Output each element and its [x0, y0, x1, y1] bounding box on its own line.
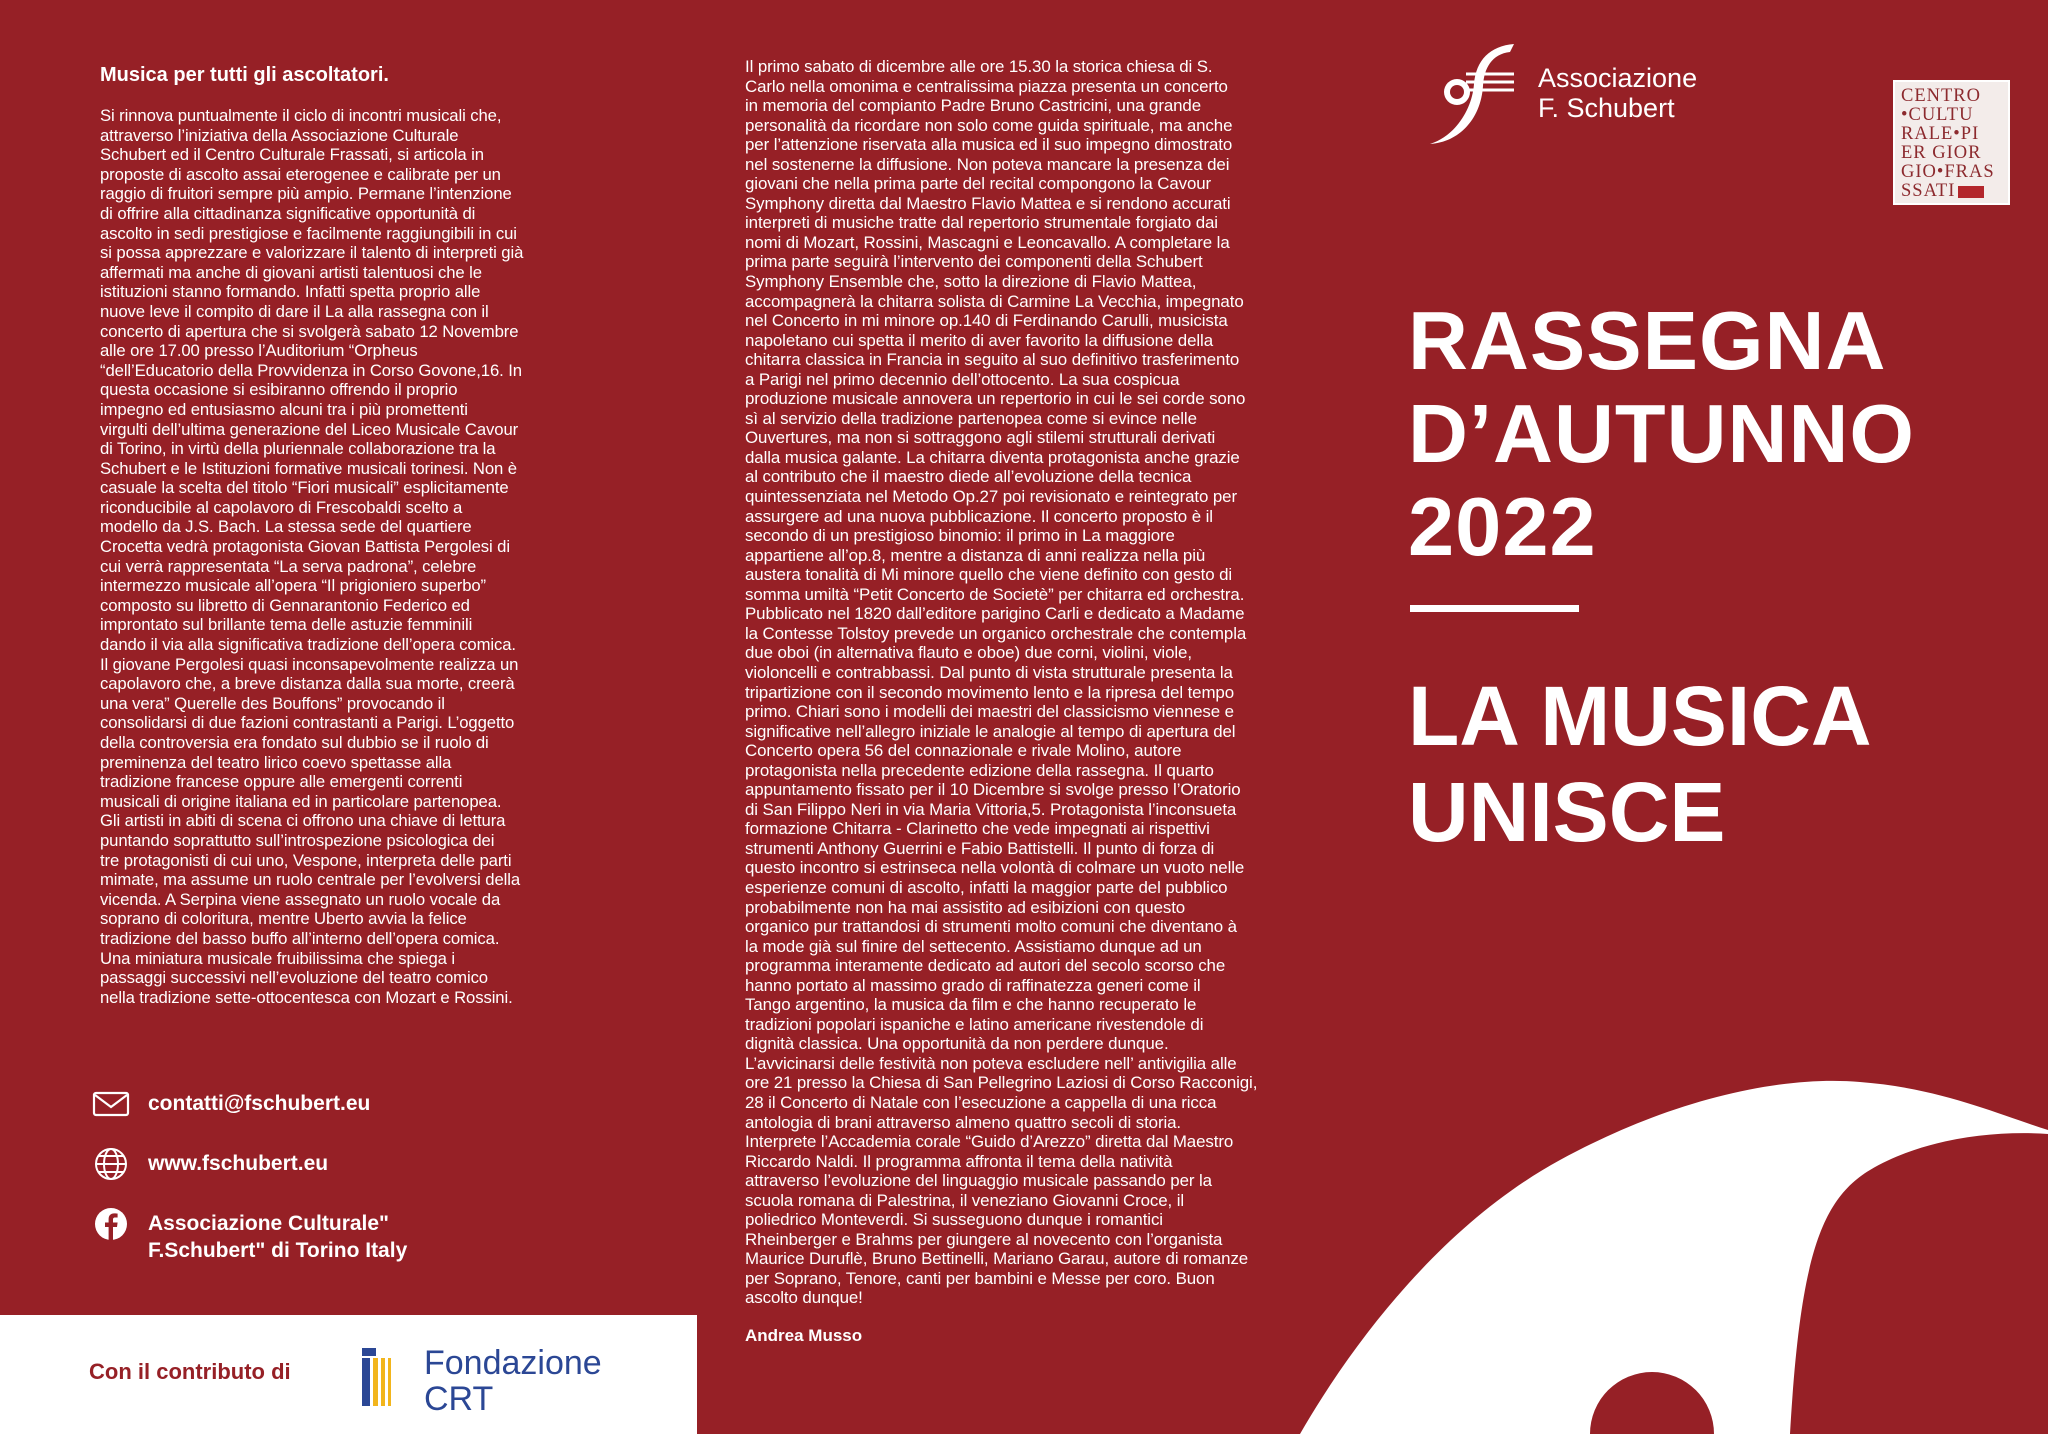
program-text-line: appuntamento fissato per il 10 Dicembre si svolge presso l’Oratorio [745, 780, 1241, 800]
program-text-line: protagonista nella precedente edizione della rassegna. Il quarto [745, 760, 1214, 780]
program-text-line: a Parigi nel primo decennio dell’ottocento. La sua cospicua [745, 369, 1180, 389]
program-text-line: Interprete l’Accademia corale “Guido d’Arezzo” diretta dal Maestro [745, 1132, 1234, 1152]
intro-text-line: mimate, ma assume un ruolo centrale per l’evolversi della [100, 870, 521, 890]
intro-text-line: capolavoro che, a breve distanza dalla sua morte, creerà [100, 674, 515, 694]
intro-text-line: preminenza del teatro lirico coevo spettasse alla [100, 752, 452, 772]
program-text-line: per l’attenzione riservata alla musica ed il suo impegno dimostrato [745, 135, 1233, 155]
program-text-line: in memoria del compianto Padre Bruno Castricini, una grande [745, 96, 1202, 116]
intro-text-line: Crocetta vedrà protagonista Giovan Battista Pergolesi di [100, 537, 510, 557]
intro-text-line: Schubert e le Istituzioni formative musicali torinesi. Non è [100, 458, 517, 478]
intro-text-line: intermezzo musicale all’opera “Il prigioniero superbo” [100, 576, 487, 596]
frassati-seal-icon [1958, 186, 1984, 198]
intro-text-line: concerto di apertura che si svolgerà sabato 12 Novembre [100, 321, 519, 341]
frassati-line-2: •CULTU [1901, 105, 1974, 125]
association-name [1538, 63, 1697, 123]
fondazione-crt-logo-icon [362, 1348, 392, 1406]
program-text-line: Rheinberger e Brahms per giungere al novecento con l’organista [745, 1229, 1223, 1249]
association-name-line-1: Associazione [1538, 63, 1698, 93]
frassati-line-3: RALE•PI [1901, 124, 1980, 144]
intro-text-line: ascolto in sedi prestigiose e facilmente raggiungibili in cui [100, 223, 517, 243]
intro-text-line: raggio di fruitori sempre più ampio. Permane l’intenzione [100, 184, 512, 204]
sponsor-name-line-2: CRT [424, 1380, 494, 1418]
program-text-line: tripartizione con il secondo movimento lento e la ripresa del tempo [745, 682, 1235, 702]
intro-text-line: di offrire alla cittadinanza significative opportunità di [100, 203, 476, 223]
subtitle-line-1: LA MUSICA [1408, 669, 1872, 763]
facebook-line-1: Associazione Culturale" [148, 1212, 390, 1235]
frassati-line-1: CENTRO [1901, 86, 1981, 106]
program-text-line: di San Filippo Neri in via Maria Vittoria,5. Protagonista l’inconsueta [745, 799, 1237, 819]
program-text-line: programma interamente dedicato ad autori del secolo scorso che [745, 956, 1226, 976]
program-text-line: probabilmente non ha mai assistito ad esibizioni con questo [745, 897, 1186, 917]
program-text-line: interpreti di musiche tratte dal repertorio strumentale forgiato dai [745, 213, 1218, 233]
program-text-line: formazione Chitarra - Clarinetto che vede impegnati ai rispettivi [745, 819, 1210, 839]
association-name-line-2: F. Schubert [1538, 93, 1675, 123]
program-text-line: primo. Chiari sono i modelli dei maestri del classicismo viennese e [745, 702, 1234, 722]
program-text-line: quintessenziata nel Metodo Op.27 poi revisionato e reintegrato per [745, 487, 1237, 507]
program-text-line: Riccardo Naldi. Il programma affronta il tema della natività [745, 1151, 1173, 1171]
program-text-line: due oboi (in alternativa flauto e oboe) due corni, violini, viole, [745, 643, 1192, 663]
website-link[interactable]: www.fschubert.eu [148, 1152, 329, 1175]
title-line-3: 2022 [1408, 480, 1597, 573]
intro-text-line: questa occasione si esibiranno offrendo il proprio [100, 380, 458, 400]
intro-text-line: consolidarsi di due fazioni contrastanti a Parigi. L’oggetto [100, 713, 515, 733]
title-line-2: D’AUTUNNO [1408, 387, 1915, 480]
program-text-line: napoletano cui spetta il merito di aver favorito la diffusione della [745, 330, 1213, 350]
program-text-line: significative nell’allegro iniziale le analogie al tempo di apertura del [745, 721, 1236, 741]
program-text-line: violoncelli e contrabbassi. Dal punto di vista strutturale presenta la [745, 662, 1233, 682]
program-text-line: assurgere ad una nuova pubblicazione. Il concerto proposto è il [745, 506, 1213, 526]
program-text-line: esperienze comuni di ascolto, infatti la maggior parte del pubblico [745, 877, 1228, 897]
program-text-line: poliedrico Monteverdi. Si susseguono dunque i romantici [745, 1210, 1163, 1230]
program-text-line: questo incontro si estrinseca nella volontà di colmare un vuoto nelle [745, 858, 1245, 878]
program-text-line: dalla musica galante. La chitarra diventa protagonista anche grazie [745, 447, 1240, 467]
program-text-line: prima parte seguirà l’intervento dei componenti della Schubert [745, 252, 1203, 272]
frassati-logo [1893, 80, 2010, 205]
program-text-line: attraverso l’evoluzione del linguaggio musicale passando per la [745, 1171, 1212, 1191]
program-column [745, 57, 1290, 1346]
contacts-block [92, 1087, 562, 1290]
program-text-line: al contributo che il maestro diede all’evoluzione della tecnica [745, 467, 1192, 487]
intro-text-line: puntando soprattutto sull’introspezione psicologica dei [100, 830, 495, 850]
program-text-line: nel sostenerne la diffusione. Non poteva mancare la presenza dei [745, 154, 1230, 174]
program-text-line: la mode già sul finire del settecento. Assistiamo dunque ad un [745, 936, 1202, 956]
intro-text-line: proposte di ascolto assai eterogenee e calibrate per un [100, 164, 501, 184]
intro-text-line: si possa apprezzare e valorizzare il talento di interpreti già [100, 243, 524, 263]
contact-website[interactable] [92, 1147, 562, 1181]
program-text-line: tradizioni popolari ispaniche e latino americane rivestendole di [745, 1014, 1204, 1034]
program-text-line: Concerto opera 56 del connazionale e rivale Molino, autore [745, 741, 1182, 761]
program-body [745, 57, 1290, 1308]
intro-text-line: Il giovane Pergolesi quasi inconsapevolmente realizza un [100, 654, 519, 674]
intro-text-line: modello da J.S. Bach. La stessa sede del quartiere [100, 517, 472, 537]
intro-text-line: passaggi successivi nell’evoluzione del teatro comico [100, 968, 488, 988]
intro-text-line: nuove leve il compito di dare il La alla rassegna con il [100, 301, 489, 321]
program-text-line: appartiene all’op.8, mentre a distanza di anni realizza nella più [745, 545, 1206, 565]
intro-text-line: della controversia era fondato sul dubbio se il ruolo di [100, 733, 489, 752]
program-text-line: hanno portato al massimo grado di raffinatezza generi come il [745, 975, 1201, 995]
intro-text-line: tre protagonisti di cui uno, Vespone, interpreta delle parti [100, 850, 512, 870]
program-text-line: scuola romana di Palestrina, il veneziano Giovanni Croce, il [745, 1190, 1185, 1210]
intro-text-line: impegno ed entusiasmo alcuni tra i più promettenti [100, 399, 468, 419]
intro-text-line: riconducibile al capolavoro di Frescobaldi scelto a [100, 497, 463, 517]
sponsor-label: Con il contributo di [89, 1359, 291, 1384]
intro-heading: Musica per tutti gli ascoltatori. [100, 64, 389, 86]
subtitle-line-2: UNISCE [1408, 765, 1726, 859]
intro-text-line: nella tradizione sette-ottocentesca con Mozart e Rossini. [100, 987, 513, 1007]
intro-text-line: tradizione del basso buffo all’interno dell’opera comica. [100, 928, 500, 948]
program-text-line: la Contesse Tolstoy prevede un organico orchestrale che contempla [745, 623, 1247, 643]
facebook-line-2: F.Schubert" di Torino Italy [148, 1239, 408, 1262]
fondazione-crt-name [424, 1345, 602, 1417]
intro-text-line: soprano di coloritura, mentre Uberto avvia la felice [100, 909, 467, 929]
globe-icon [92, 1147, 130, 1181]
program-text-line: personalità da ricordare non solo come guida spirituale, ma anche [745, 115, 1233, 135]
intro-text-line: istituzioni stanno formando. Infatti spetta proprio alle [100, 282, 481, 302]
intro-text-line: Si rinnova puntualmente il ciclo di incontri musicali che, [100, 106, 502, 125]
program-text-line: Symphony diretta dal Maestro Flavio Mattea e si rendono accurati [745, 193, 1231, 213]
intro-text-line: Una miniatura musicale fruibilissima che spiega i [100, 948, 455, 968]
program-text-line: chitarra classica in Francia in seguito al suo definitivo trasferimento [745, 350, 1240, 370]
program-text-line: 28 il Concerto di Natale con l’esecuzione a cappella di una ricca [745, 1092, 1217, 1112]
facebook-icon [92, 1207, 130, 1241]
program-text-line: accompagnerà la chitarra solista di Carmine La Vecchia, impegnato [745, 291, 1244, 311]
mail-icon [92, 1087, 130, 1121]
intro-text-line: improntato sul brillante tema delle astuzie femminili [100, 615, 473, 635]
sponsor-name-line-1: Fondazione [424, 1344, 602, 1382]
title-line-1: RASSEGNA [1408, 294, 1887, 387]
program-text-line: ascolto dunque! [745, 1288, 863, 1308]
intro-text-line: Schubert ed il Centro Culturale Frassati, si articola in [100, 145, 484, 165]
intro-body [100, 106, 555, 1007]
program-text-line: per Soprano, Tenore, canti per bambini e Messe per coro. Buon [745, 1268, 1215, 1288]
frassati-line-6-text: SSATI [1901, 181, 1956, 201]
intro-text-line: virgulti dell’ultima generazione del Liceo Musicale Cavour [100, 419, 519, 439]
program-text-line: organico pur trattandosi di strumenti molto comuni che diventano à [745, 917, 1237, 937]
contact-email[interactable] [92, 1087, 562, 1121]
intro-text-line: vicenda. A Serpina viene assegnato un ruolo vocale da [100, 889, 501, 909]
intro-text-line: di Torino, in virtù della pluriennale collaborazione tra la [100, 439, 496, 459]
intro-text-line: attraverso l’iniziativa della Associazione Culturale [100, 125, 459, 145]
program-text-line: austera tonalità di Mi minore quello che viene definito con gesto di [745, 565, 1233, 585]
email-link[interactable]: contatti@fschubert.eu [148, 1092, 371, 1115]
intro-text-line: una vera” Querelle des Bouffons” provocando il [100, 693, 445, 713]
intro-text-line: casuale la scelta del titolo “Fiori musicali” esplicitamente [100, 478, 509, 498]
intro-text-line: alle ore 17.00 presso l’Auditorium “Orpheus [100, 341, 418, 361]
program-text-line: nel Concerto in mi minore op.140 di Ferdinando Carulli, musicista [745, 311, 1228, 331]
frassati-line-6 [1901, 182, 2008, 201]
schubert-logo-icon [1420, 40, 1515, 146]
facebook-page[interactable] [148, 1207, 407, 1264]
intro-text-line: dando il via alla significativa tradizione dell’opera comica. [100, 635, 516, 655]
intro-text-line: tradizione francese oppure alle emergenti correnti [100, 772, 463, 792]
program-text-line: Maurice Duruflè, Bruno Bettinelli, Mariano Garau, autore di romanze [745, 1249, 1249, 1269]
sponsor-bar [0, 1315, 697, 1434]
intro-text-line: affermati ma anche di giovani artisti talentuosi che le [100, 262, 482, 282]
event-title [1408, 294, 2028, 573]
contact-facebook[interactable] [92, 1207, 562, 1264]
intro-text-line: musicali di origine italiana ed in particolare partenopea. [100, 791, 502, 811]
program-text-line: sì al servizio della tradizione partenopea come si evince nelle [745, 408, 1197, 428]
program-text-line: strumenti Anthony Guerrini e Fabio Battistelli. Il punto di forza di [745, 838, 1215, 858]
program-text-line: produzione musicale annovera un repertorio in cui le sei corde sono [745, 389, 1246, 409]
program-text-line: Carlo nella omonima e centralissima piazza presenta un concerto [745, 76, 1228, 96]
frassati-line-5: GIO•FRAS [1901, 162, 1995, 182]
schubert-mark-decoration-icon [1300, 1070, 2048, 1434]
program-text-line: L’avvicinarsi delle festività non poteva escludere nell’ antivigilia alle [745, 1053, 1237, 1073]
intro-text-line: “dell’Educatorio della Provvidenza in Corso Govone,16. In [100, 360, 522, 380]
program-text-line: Tango argentino, la musica da film e che hanno recuperato le [745, 995, 1197, 1015]
frassati-line-4: ER GIOR [1901, 143, 1982, 163]
program-text-line: antologia di brani attraverso almeno quattro secoli di storia. [745, 1112, 1182, 1132]
program-text-line: ore 21 presso la Chiesa di San Pellegrino Laziosi di Corso Racconigi, [745, 1073, 1258, 1093]
program-text-line: giovani che nella prima parte del recital compongono la Cavour [745, 174, 1212, 194]
program-text-line: Symphony Ensemble che, sotto la direzione di Flavio Mattea, [745, 272, 1197, 292]
program-text-line: nomi di Mozart, Rossini, Mascagni e Leoncavallo. A completare la [745, 232, 1230, 252]
program-text-line: secondo di un prestigioso binomio: il primo in La maggiore [745, 526, 1175, 546]
event-subtitle [1408, 668, 2028, 860]
intro-text-line: Gli artisti in abiti di scena ci offrono una chiave di lettura [100, 811, 506, 831]
program-text-line: Pubblicato nel 1820 dall’editore parigino Carli e dedicato a Madame [745, 604, 1245, 624]
author-signature: Andrea Musso [745, 1326, 863, 1345]
program-text-line: Ouvertures, ma non si sottraggono agli stilemi strutturali derivati [745, 428, 1216, 448]
intro-text-line: cui verrà rappresentata “La serva padrona”, celebre [100, 556, 477, 576]
program-text-line: somma umiltà “Petit Concerto de Societè” per chitarra ed orchestra. [745, 584, 1245, 604]
intro-text-line: composto su libretto di Gennarantonio Federico ed [100, 595, 470, 615]
intro-column [100, 62, 555, 1007]
program-text-line: dignità classica. Una opportunità da non perdere dunque. [745, 1034, 1169, 1054]
title-divider [1410, 605, 1579, 612]
program-text-line: Il primo sabato di dicembre alle ore 15.30 la storica chiesa di S. [745, 57, 1213, 76]
